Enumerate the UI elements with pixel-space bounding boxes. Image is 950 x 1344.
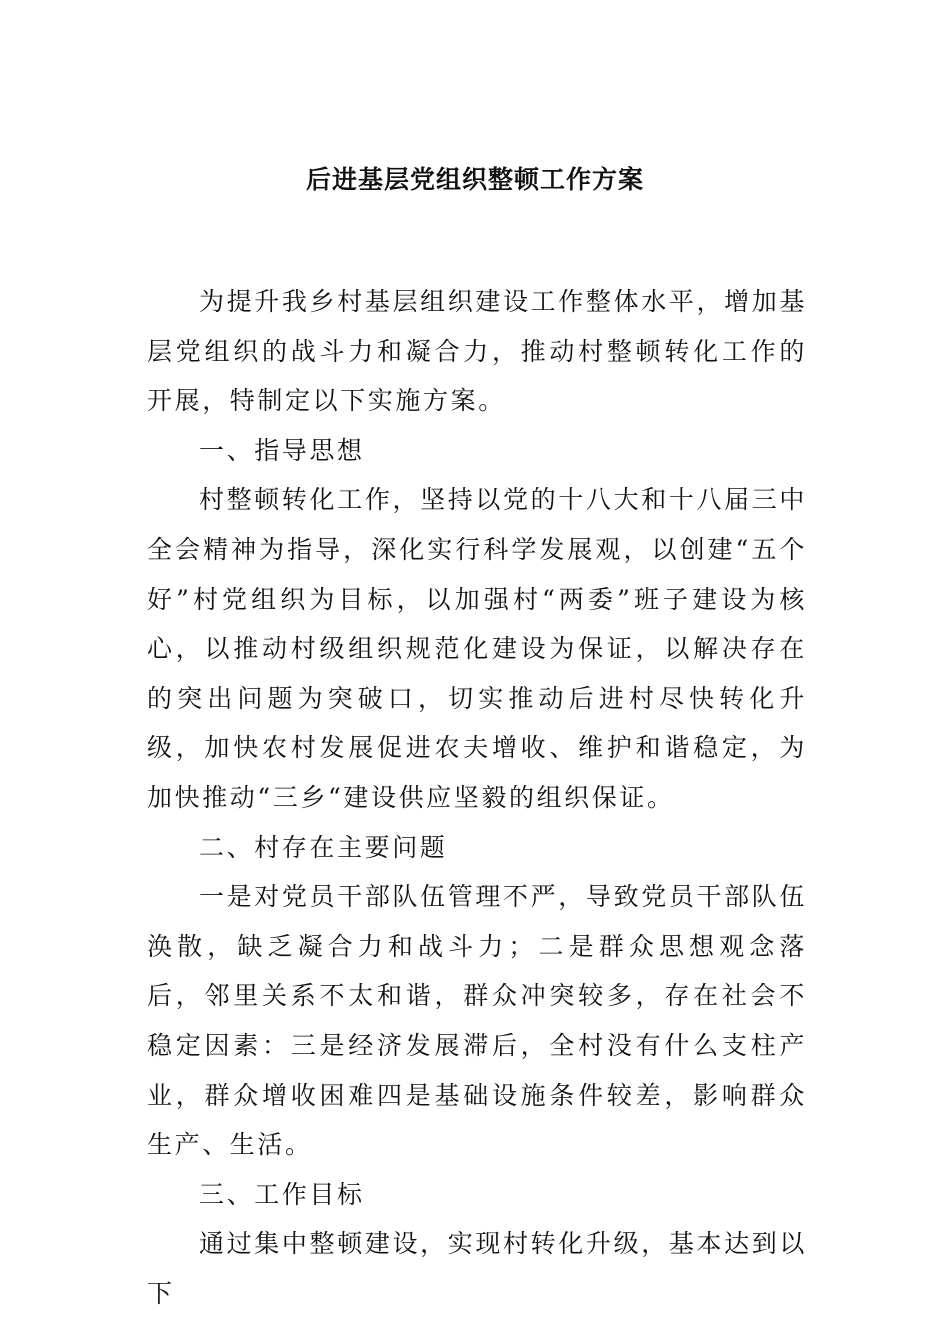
document-title: 后进基层党组织整顿工作方案 bbox=[305, 165, 644, 194]
section-heading-work-goals: 三、工作目标 bbox=[199, 1179, 365, 1209]
guiding-thought-paragraph: 村整顿转化工作，坚持以党的十八大和十八届三中全会精神为指导，深化实行科学发展观，以创建“五个好”村党组织为目标，以加强村“两委”班子建设为核心，以推动村级组织规范化建设为保证，以解决存在的突出问题为突破口，切实推动后进村尽快转化升级，加快农村发展促进农夫增收、维护和谐稳定，为加快推动“三乡“建设供应坚毅的组织保证。 bbox=[147, 485, 807, 812]
intro-paragraph: 为提升我乡村基层组织建设工作整体水平，增加基层党组织的战斗力和凝合力，推动村整顿转化工作的开展，特制定以下实施方案。 bbox=[147, 287, 807, 416]
section-heading-guiding-thought: 一、指导思想 bbox=[199, 435, 365, 465]
section-heading-main-problems: 二、村存在主要问题 bbox=[199, 832, 448, 862]
main-problems-paragraph: 一是对党员干部队伍管理不严，导致党员干部队伍涣散，缺乏凝合力和战斗力；二是群众思想观念落后，邻里关系不太和谐，群众冲突较多，存在社会不稳定因素：三是经济发展滞后，全村没有什么支柱产业，群众增收困难四是基础设施条件较差，影响群众生产、生活。 bbox=[147, 882, 807, 1160]
work-goals-paragraph: 通过集中整顿建设，实现村转化升级，基本达到以下 bbox=[147, 1229, 807, 1308]
document-body bbox=[147, 277, 807, 1318]
